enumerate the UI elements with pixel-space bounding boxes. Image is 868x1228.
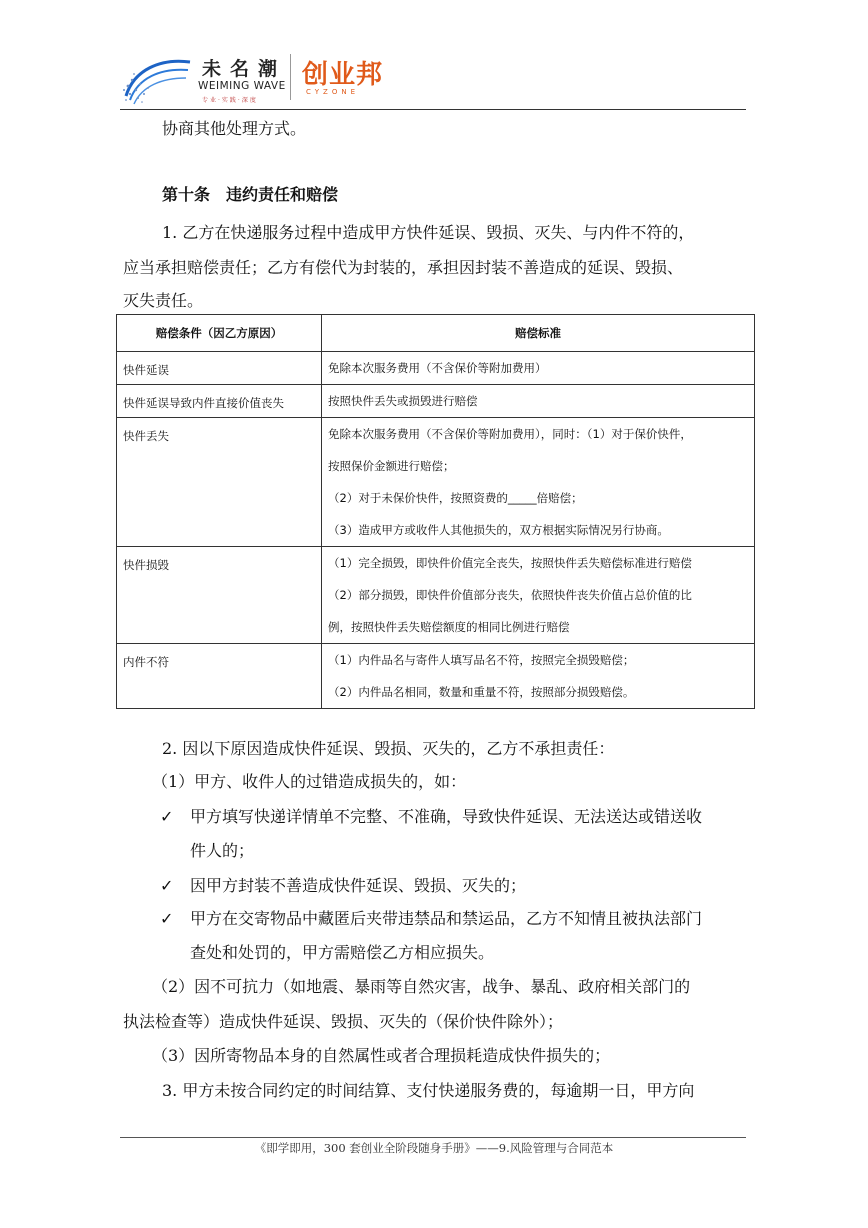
bullet-line: 件人的； — [190, 841, 255, 860]
paragraph-line: 执法检查等）造成快件延误、毁损、灭失的（保价快件除外）； — [123, 1012, 564, 1031]
standard-line: 按照保价金额进行赔偿； — [328, 459, 455, 473]
standard-line: 例，按照快件丢失赔偿额度的相同比例进行赔偿 — [328, 620, 570, 634]
paragraph-line: （3）因所寄物品本身的自然属性或者合理损耗造成快件损失的； — [152, 1046, 611, 1065]
standard-line: 免除本次服务费用（不含保价等附加费用），同时：（1）对于保价快件， — [328, 427, 692, 441]
logo-separator — [290, 54, 291, 100]
table-row — [117, 385, 755, 418]
standard-line: （3）造成甲方或收件人其他损失的，双方根据实际情况另行协商。 — [328, 523, 669, 537]
column-header-standard: 赔偿标准 — [322, 315, 755, 352]
standard-line: （1）完全损毁，即快件价值完全丧失，按照快件丢失赔偿标准进行赔偿 — [328, 556, 692, 570]
condition-cell: 快件延误导致内件直接价值丧失 — [117, 385, 322, 418]
header-divider — [120, 109, 746, 110]
page-footer: 《即学即用，300 套创业全阶段随身手册》——9.风险管理与合同范本 — [254, 1141, 614, 1155]
bullet-line: 因甲方封装不善造成快件延误、毁损、灭失的； — [190, 876, 527, 895]
standard-cell — [322, 385, 755, 418]
check-icon: ✓ — [160, 876, 174, 895]
standard-cell — [322, 418, 755, 547]
standard-line: （2）部分损毁，即快件价值部分丧失，依照快件丧失价值占总价值的比 — [328, 588, 692, 602]
logo-tagline: 专业·实践·深度 — [202, 97, 258, 104]
check-icon: ✓ — [160, 909, 174, 928]
bullet-line: 甲方在交寄物品中藏匿后夹带违禁品和禁运品，乙方不知情且被执法部门 — [190, 909, 703, 928]
column-header-condition: 赔偿条件（因乙方原因） — [117, 315, 322, 352]
paragraph-line: 2. 因以下原因造成快件延误、毁损、灭失的，乙方不承担责任： — [162, 739, 615, 758]
table-row — [117, 352, 755, 385]
standard-cell — [322, 644, 755, 709]
paragraph-line: 1. 乙方在快递服务过程中造成甲方快件延误、毁损、灭失、与内件不符的， — [162, 223, 695, 242]
standard-line: 按照快件丢失或损毁进行赔偿 — [328, 394, 478, 408]
brand-subtitle: CYZONE — [306, 88, 360, 96]
standard-line: （2）内件品名相同，数量和重量不符，按照部分损毁赔偿。 — [328, 685, 635, 699]
table-row — [117, 644, 755, 709]
paragraph-line: 应当承担赔偿责任；乙方有偿代为封装的，承担因封装不善造成的延误、毁损、 — [123, 258, 684, 277]
standard-cell — [322, 547, 755, 644]
standard-line: （1）内件品名与寄件人填写品名不符，按照完全损毁赔偿； — [328, 653, 635, 667]
footer-divider — [120, 1137, 746, 1138]
condition-cell: 快件延误 — [117, 352, 322, 385]
bullet-line: 甲方填写快递详情单不完整、不准确，导致快件延误、无法送达或错送收 — [190, 807, 703, 826]
wave-logo-icon — [120, 50, 194, 108]
brand-logo: 创业邦 — [302, 60, 384, 90]
page-header — [120, 40, 746, 110]
paragraph-line: 协商其他处理方式。 — [162, 119, 307, 138]
logo-english-name: WEIMING WAVE — [198, 80, 286, 92]
bullet-line: 查处和处罚的，甲方需赔偿乙方相应损失。 — [190, 943, 495, 962]
logo-chinese-name: 未名潮 — [202, 58, 287, 80]
paragraph-line: 灭失责任。 — [123, 291, 204, 310]
condition-cell: 内件不符 — [117, 644, 322, 709]
condition-cell: 快件丢失 — [117, 418, 322, 547]
table-row — [117, 418, 755, 547]
table-row — [117, 547, 755, 644]
check-icon: ✓ — [160, 807, 174, 826]
paragraph-line: （2）因不可抗力（如地震、暴雨等自然灾害，战争、暴乱、政府相关部门的 — [152, 977, 691, 996]
paragraph-line: 3. 甲方未按合同约定的时间结算、支付快递服务费的，每逾期一日，甲方向 — [162, 1081, 695, 1100]
condition-cell: 快件损毁 — [117, 547, 322, 644]
paragraph-line: （1）甲方、收件人的过错造成损失的，如： — [152, 772, 467, 791]
compensation-table — [116, 314, 755, 709]
article-heading: 第十条 违约责任和赔偿 — [162, 185, 339, 204]
standard-line: （2）对于未保价快件，按照资费的_____倍赔偿； — [328, 491, 583, 505]
standard-cell — [322, 352, 755, 385]
standard-line: 免除本次服务费用（不含保价等附加费用） — [328, 361, 547, 375]
table-header-row — [117, 315, 755, 352]
